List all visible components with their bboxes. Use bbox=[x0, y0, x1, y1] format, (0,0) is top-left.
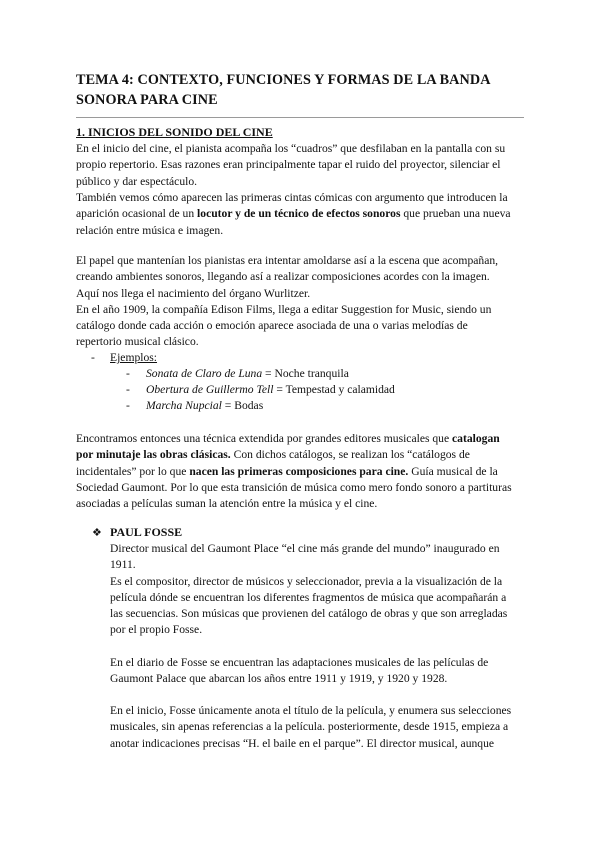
fosse-paragraph-3: En el inicio, Fosse únicamente anota el título de la película, y enumera sus selecciones musicales, sin apenas referencias a la película. posteriormente, desde 1915, empieza a anotar indicaciones precisas “H. el baile en el parque”. El director musical, aunque bbox=[110, 704, 512, 750]
paragraph-2: También vemos cómo aparecen las primeras cintas cómicas con argumento que introducen la aparición ocasional de un locutor y de un técnico de efectos sonoros que prueban una nueva relación entre música e imagen. bbox=[76, 191, 511, 237]
title-line-1: TEMA 4: CONTEXTO, FUNCIONES Y FORMAS DE LA BANDA bbox=[76, 72, 491, 88]
fosse-paragraph-1: Director musical del Gaumont Place “el cine más grande del mundo” inaugurado en 1911. Es el compositor, director de músicos y seleccionador, previa a la visualización de la película dónde se encuentran los diferentes fragmentos de música que acompañarán a las secuencias. Son músicas que provienen del catálogo de obras y que son arregladas por el propio Fosse. bbox=[110, 542, 508, 637]
title-line-2: SONORA PARA CINE bbox=[76, 92, 218, 108]
fosse-paragraph-2: En el diario de Fosse se encuentran las adaptaciones musicales de las películas de Gaumont Palace que abarcan los años entre 1911 y 1919, y 1920 y 1928. bbox=[110, 656, 489, 686]
paragraph-4: Encontramos entonces una técnica extendida por grandes editores musicales que catalogan por minutaje las obras clásicas. Con dichos catálogos, se realizan los “catálogos de incidentales” por lo que nacen las primeras composiciones para cine. Guía musical de la Sociedad Gaumont. Por lo que esta transición de música como mero fondo sonoro a partituras asociadas a películas suman la atención entre la música y el cine. bbox=[76, 432, 512, 511]
title-divider bbox=[76, 117, 524, 118]
page-title bbox=[76, 70, 526, 110]
example-item: Obertura de Guillermo Tell = Tempestad y calamidad bbox=[146, 383, 395, 396]
example-bullet: - bbox=[126, 383, 130, 396]
example-bullet: - bbox=[126, 367, 130, 380]
example-item: Marcha Nupcial = Bodas bbox=[146, 399, 264, 412]
diamond-bullet-icon: ❖ bbox=[92, 527, 102, 539]
paragraph-3: El papel que mantenían los pianistas era intentar amoldarse así a la escena que acompañan, creando ambientes sonoros, llegando así a realizar composiciones acordes con la imagen. Aquí nos llega el nacimiento del órgano Wurlitzer. En el año 1909, la compañía Edison Films, llega a editar Suggestion for Music, siendo un catálogo donde cada acción o emoción aparece asociada de una o varias melodías de repertorio musical clásico. bbox=[76, 254, 499, 349]
example-bullet: - bbox=[126, 399, 130, 412]
fosse-heading: PAUL FOSSE bbox=[110, 525, 183, 539]
examples-label: Ejemplos: bbox=[110, 351, 158, 364]
examples-list-item: - bbox=[91, 351, 95, 364]
paragraph-1: En el inicio del cine, el pianista acompaña los “cuadros” que desfilaban en la pantalla con su propio repertorio. Esas razones eran principalmente tapar el ruido del proyector, silenciar el público y dar espectáculo. bbox=[76, 142, 506, 188]
example-item: Sonata de Claro de Luna = Noche tranquila bbox=[146, 367, 349, 380]
section-1-heading: 1. INICIOS DEL SONIDO DEL CINE bbox=[76, 125, 273, 139]
